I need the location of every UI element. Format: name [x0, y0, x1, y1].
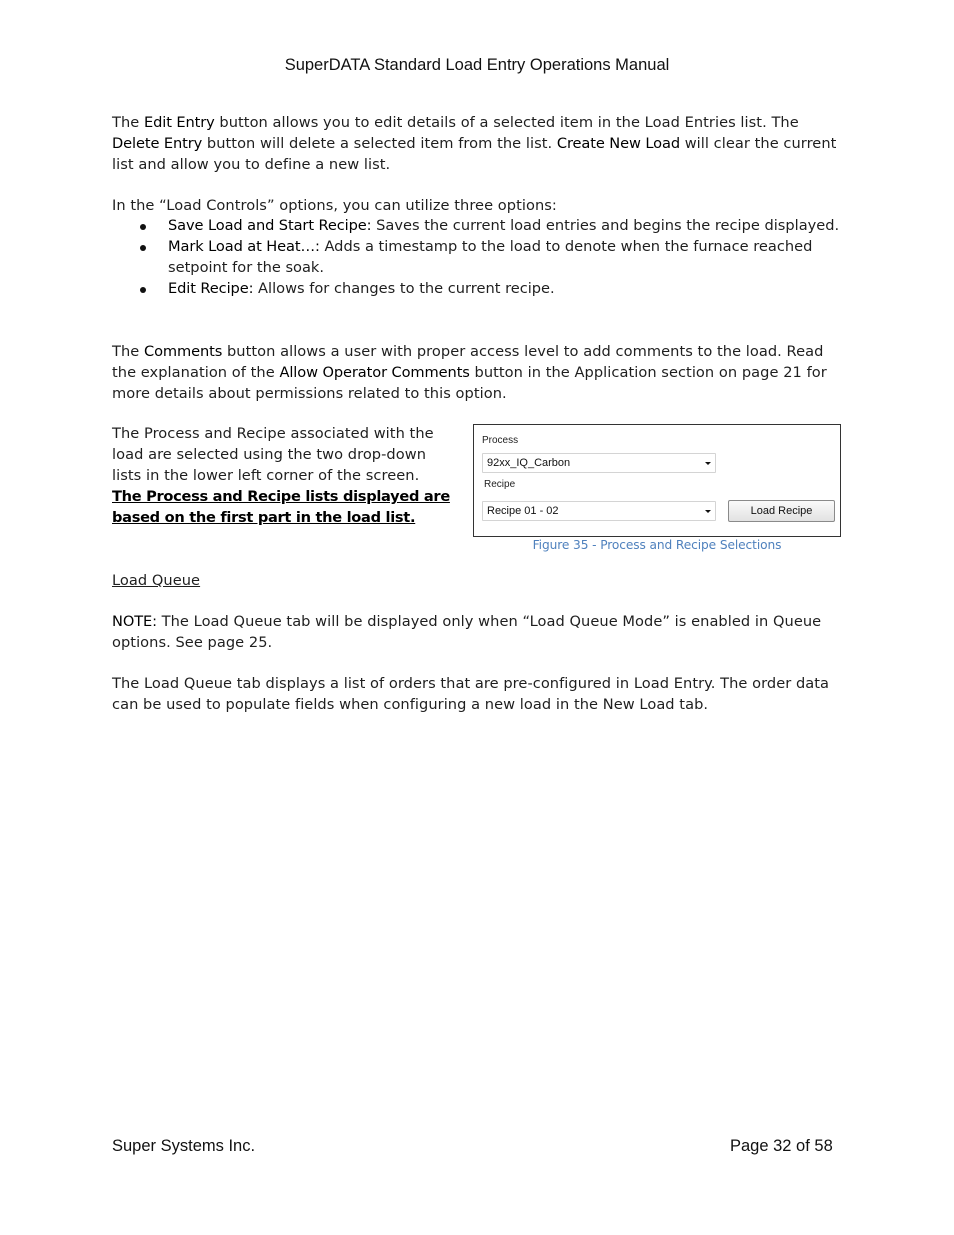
delete-entry-term: Delete Entry	[112, 135, 203, 152]
bullet-icon	[140, 287, 146, 293]
load-controls-intro: In the “Load Controls” options, you can utilize three options:	[112, 197, 557, 214]
list-item-text: Adds a timestamp to the load to denote when the furnace reached setpoint for the soak.	[168, 237, 813, 276]
underlined-emphasis: The Process and Recipe lists displayed are based on the first part in the load list.	[112, 488, 450, 526]
text-run: The	[112, 114, 144, 131]
list-item-label: Edit Recipe:	[168, 279, 254, 297]
process-dropdown[interactable]	[482, 453, 716, 473]
process-label: Process	[482, 435, 519, 446]
process-value: 92xx_IQ_Carbon	[487, 457, 571, 469]
list-item-text: Saves the current load entries and begins the recipe displayed.	[371, 217, 840, 234]
note-text: The Load Queue tab will be displayed only when “Load Queue Mode” is enabled in Queue options. See page 25.	[112, 613, 822, 651]
recipe-label: Recipe	[484, 479, 516, 490]
text-run: The Process and Recipe associated with the load are selected using the two drop-down lists in the lower left corner of the screen.	[112, 425, 434, 484]
load-queue-heading: Load Queue	[112, 572, 201, 589]
process-recipe-figure	[473, 424, 841, 537]
text-run: The	[112, 343, 144, 360]
comments-paragraph	[112, 341, 842, 404]
load-queue-description: The Load Queue tab displays a list of orders that are pre-configured in Load Entry. The order data can be used to populate fields when configuring a new load in the New Load tab.	[112, 675, 830, 713]
load-recipe-button[interactable]: Load Recipe	[728, 500, 835, 522]
process-recipe-paragraph	[112, 423, 452, 528]
footer-page-number: Page 32 of 58	[730, 1137, 833, 1155]
text-run: will clear the current list and allow you to define a new list.	[112, 135, 837, 173]
text-run: button allows you to edit details of a selected item in the Load Entries list. The	[214, 114, 799, 131]
list-item-label: Mark Load at Heat…:	[168, 237, 320, 255]
footer-company: Super Systems Inc.	[112, 1137, 256, 1155]
figure-caption: Figure 35 - Process and Recipe Selections	[532, 538, 782, 552]
bullet-icon	[140, 245, 146, 251]
text-run: button in the Application section on page 21 for more details about permissions related to this option.	[112, 364, 827, 402]
text-run: button will delete a selected item from the list.	[202, 135, 557, 152]
chevron-down-icon	[705, 462, 711, 465]
list-item-text: Allows for changes to the current recipe.	[253, 279, 555, 297]
intro-paragraph	[112, 112, 842, 175]
chevron-down-icon	[705, 510, 711, 513]
list-item	[112, 279, 842, 300]
text-run: button allows a user with proper access level to add comments to the load. Read the explanation of the	[112, 343, 824, 381]
bullet-icon	[140, 224, 146, 230]
note-paragraph	[112, 611, 842, 653]
list-item	[112, 237, 842, 278]
recipe-dropdown[interactable]	[482, 501, 716, 521]
note-label: NOTE:	[112, 613, 157, 630]
recipe-value: Recipe 01 - 02	[487, 505, 559, 517]
allow-operator-comments-term: Allow Operator Comments	[279, 364, 470, 381]
edit-entry-term: Edit Entry	[143, 114, 215, 131]
list-item	[112, 216, 842, 237]
comments-term: Comments	[143, 343, 223, 360]
page-header: SuperDATA Standard Load Entry Operations Manual	[284, 56, 670, 74]
load-controls-list	[112, 216, 842, 300]
create-new-load-term: Create New Load	[556, 135, 680, 152]
list-item-label: Save Load and Start Recipe:	[168, 217, 372, 234]
